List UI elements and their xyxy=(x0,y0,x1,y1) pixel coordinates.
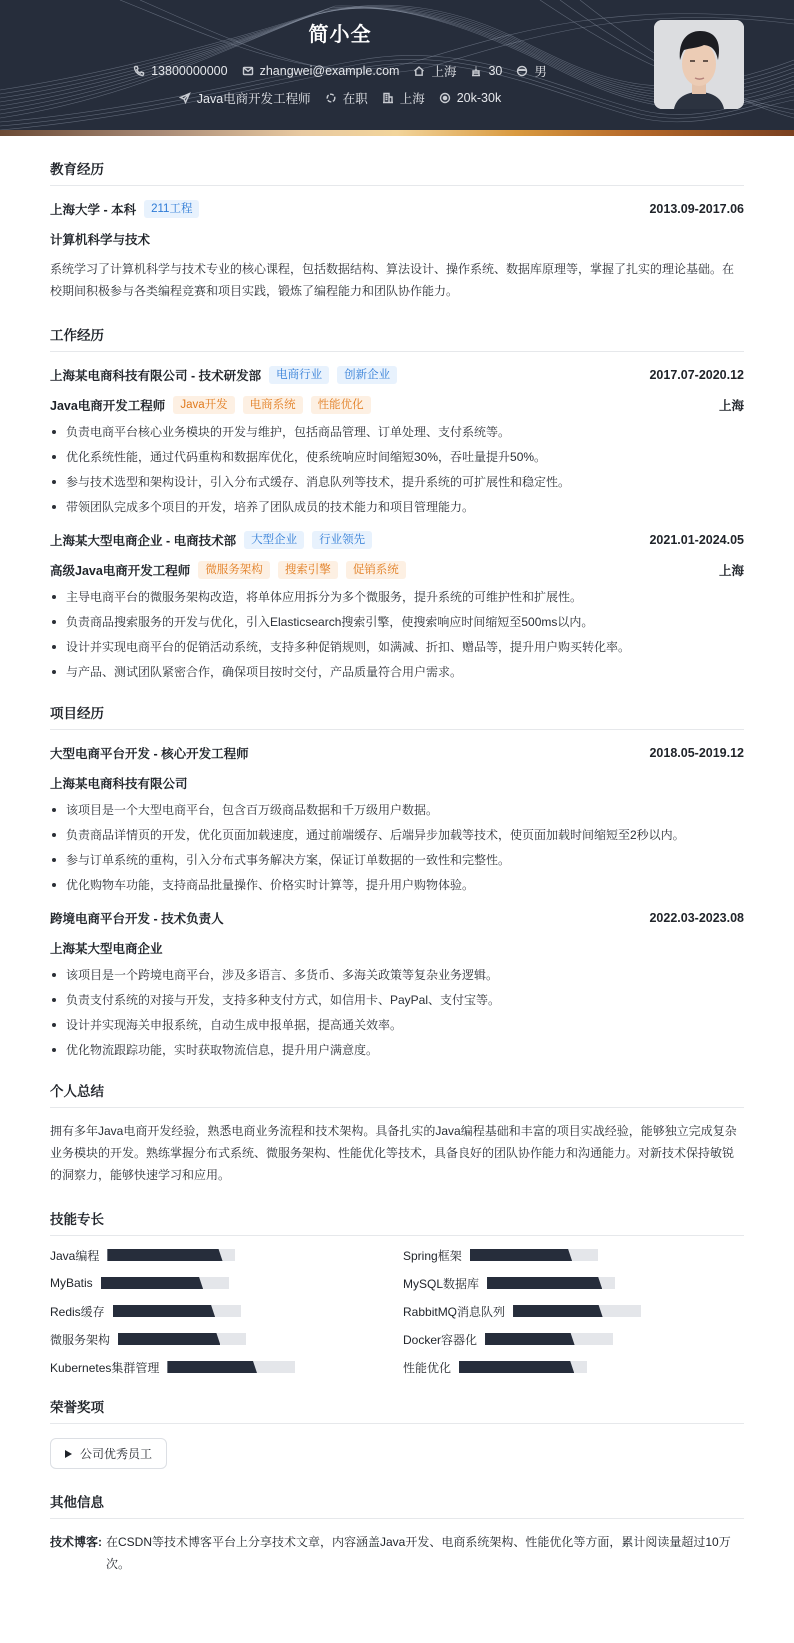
skill-level-fill xyxy=(485,1333,575,1345)
residence-item xyxy=(413,62,456,80)
list-item: 设计并实现电商平台的促销活动系统，支持多种促销规则，如满减、折扣、赠品等，提升用户购买转化率。 xyxy=(50,639,744,655)
residence-city: 上海 xyxy=(431,65,457,79)
awards-section xyxy=(50,1396,744,1469)
skill-level-bar xyxy=(513,1305,641,1317)
skills-section xyxy=(50,1208,744,1374)
expected-salary-item xyxy=(439,91,501,105)
skill-level-fill xyxy=(118,1333,220,1345)
home-icon xyxy=(413,65,425,77)
gender-value: 男 xyxy=(534,65,547,79)
skill-item xyxy=(403,1276,756,1290)
expand-triangle-icon xyxy=(65,1450,72,1458)
skill-item xyxy=(403,1248,756,1262)
company-tag: 创新企业 xyxy=(337,366,397,384)
work-location: 上海 xyxy=(718,399,744,413)
skill-tag: 性能优化 xyxy=(311,396,371,414)
skill-level-bar xyxy=(487,1277,615,1289)
skill-tag: 搜索引擎 xyxy=(278,561,338,579)
skill-level-bar xyxy=(470,1249,598,1261)
summary-text: 拥有多年Java电商开发经验，熟悉电商业务流程和技术架构。具备扎实的Java编程基础和丰富的项目实战经验，能够独立完成复杂业务模块的开发。熟练掌握分布式系统、微服务架构、性能优化等技术，具备良好的团队协作能力和沟通能力。对新技术保持敏锐的洞察力，能够快速学习和应用。 xyxy=(50,1124,737,1182)
summary-section xyxy=(50,1080,744,1186)
send-icon xyxy=(179,92,191,104)
work-bullets xyxy=(50,589,744,680)
work-date: 2017.07-2020.12 xyxy=(649,368,744,382)
skills-grid xyxy=(50,1248,744,1374)
work-location: 上海 xyxy=(718,564,744,578)
work-bullets xyxy=(50,424,744,515)
avatar-portrait-illustration xyxy=(654,20,744,109)
status-icon xyxy=(325,92,337,104)
project-bullets xyxy=(50,967,744,1058)
project-company: 上海某大型电商企业 xyxy=(50,942,163,956)
position-title: Java电商开发工程师 xyxy=(50,399,166,413)
skill-item xyxy=(50,1304,403,1318)
education-description: 系统学习了计算机科学与技术专业的核心课程，包括数据结构、算法设计、操作系统、数据库原理等，掌握了扎实的理论基础。在校期间积极参与各类编程竞赛和项目实践，锻炼了编程能力和团队协作能力。 xyxy=(50,262,735,298)
section-title: 其他信息 xyxy=(50,1491,744,1519)
skill-level-fill xyxy=(107,1249,222,1261)
project-name: 大型电商平台开发 - 核心开发工程师 xyxy=(50,747,249,761)
email-item xyxy=(242,64,400,78)
skill-item xyxy=(403,1304,756,1318)
education-date: 2013.09-2017.06 xyxy=(649,202,744,216)
phone-icon xyxy=(133,65,145,77)
skill-tag: 微服务架构 xyxy=(198,561,270,579)
skill-item xyxy=(50,1276,403,1290)
other-info-text: 在CSDN等技术博客平台上分享技术文章，内容涵盖Java开发、电商系统架构、性能优化等方面，累计阅读量超过10万次。 xyxy=(106,1535,731,1571)
company-name: 上海某大型电商企业 - 电商技术部 xyxy=(50,534,237,548)
skill-name: 性能优化 xyxy=(403,1360,452,1375)
age-value: 30 xyxy=(488,64,503,78)
skill-level-bar xyxy=(101,1277,229,1289)
phone-number: 13800000000 xyxy=(151,64,228,78)
target-position: Java电商开发工程师 xyxy=(196,92,311,106)
skill-level-bar xyxy=(113,1305,241,1317)
award-name: 公司优秀员工 xyxy=(80,1447,153,1461)
skill-tag: Java开发 xyxy=(173,396,234,414)
section-title: 荣誉奖项 xyxy=(50,1396,744,1424)
skill-name: Redis缓存 xyxy=(50,1304,105,1319)
skill-level-fill xyxy=(470,1249,572,1261)
skill-item xyxy=(403,1332,756,1346)
skill-level-fill xyxy=(101,1277,203,1289)
award-item[interactable] xyxy=(50,1438,167,1469)
header-accent-bar xyxy=(0,130,794,136)
mail-icon xyxy=(242,65,254,77)
skill-level-bar xyxy=(459,1361,587,1373)
skill-name: 微服务架构 xyxy=(50,1332,111,1347)
skill-item xyxy=(50,1360,403,1374)
skill-name: Docker容器化 xyxy=(403,1332,478,1347)
section-title: 项目经历 xyxy=(50,702,744,730)
contact-info-row xyxy=(0,62,680,80)
list-item: 负责电商平台核心业务模块的开发与维护，包括商品管理、订单处理、支付系统等。 xyxy=(50,424,744,440)
major-name: 计算机科学与技术 xyxy=(50,233,151,247)
target-city-item xyxy=(382,89,425,107)
skill-level-fill xyxy=(459,1361,574,1373)
target-city: 上海 xyxy=(399,92,425,106)
education-entry xyxy=(50,198,744,302)
phone-item xyxy=(133,64,227,78)
salary-icon xyxy=(439,92,451,104)
job-intent-row xyxy=(0,89,680,107)
skill-tag: 电商系统 xyxy=(243,396,303,414)
list-item: 负责商品搜索服务的开发与优化，引入Elasticsearch搜索引擎，使搜索响应时间缩短至500ms以内。 xyxy=(50,614,744,630)
other-info-section xyxy=(50,1491,744,1575)
expected-salary: 20k-30k xyxy=(456,91,502,105)
work-entry xyxy=(50,529,744,680)
list-item: 主导电商平台的微服务架构改造，将单体应用拆分为多个微服务，提升系统的可维护性和扩展性。 xyxy=(50,589,744,605)
skill-name: RabbitMQ消息队列 xyxy=(403,1304,506,1319)
building-icon xyxy=(382,92,394,104)
section-title: 技能专长 xyxy=(50,1208,744,1236)
list-item: 优化物流跟踪功能，实时获取物流信息，提升用户满意度。 xyxy=(50,1042,744,1058)
work-date: 2021.01-2024.05 xyxy=(649,533,744,547)
list-item: 该项目是一个跨境电商平台，涉及多语言、多货币、多海关政策等复杂业务逻辑。 xyxy=(50,967,744,983)
resume-header xyxy=(0,0,794,136)
target-position-item xyxy=(179,89,311,107)
company-tag: 电商行业 xyxy=(269,366,329,384)
company-name: 上海某电商科技有限公司 - 技术研发部 xyxy=(50,369,262,383)
email-address: zhangwei@example.com xyxy=(259,64,400,78)
job-status-item xyxy=(325,89,368,107)
skill-name: Java编程 xyxy=(50,1248,100,1263)
skill-name: MySQL数据库 xyxy=(403,1276,480,1291)
list-item: 参与技术选型和架构设计，引入分布式缓存、消息队列等技术，提升系统的可扩展性和稳定性。 xyxy=(50,474,744,490)
list-item: 优化系统性能，通过代码重构和数据库优化，使系统响应时间缩短30%，吞吐量提升50%。 xyxy=(50,449,744,465)
list-item: 优化购物车功能，支持商品批量操作、价格实时计算等，提升用户购物体验。 xyxy=(50,877,744,893)
list-item: 负责支付系统的对接与开发，支持多种支付方式，如信用卡、PayPal、支付宝等。 xyxy=(50,992,744,1008)
section-title: 个人总结 xyxy=(50,1080,744,1108)
skill-item xyxy=(403,1360,756,1374)
skill-level-fill xyxy=(487,1277,602,1289)
skill-item xyxy=(50,1248,403,1262)
list-item: 该项目是一个大型电商平台，包含百万级商品数据和千万级用户数据。 xyxy=(50,802,744,818)
skill-level-fill xyxy=(167,1361,257,1373)
company-tag: 大型企业 xyxy=(244,531,304,549)
skill-name: MyBatis xyxy=(50,1276,93,1290)
position-title: 高级Java电商开发工程师 xyxy=(50,564,191,578)
skill-level-bar xyxy=(167,1361,295,1373)
section-title: 工作经历 xyxy=(50,324,744,352)
list-item: 参与订单系统的重构，引入分布式事务解决方案，保证订单数据的一致性和完整性。 xyxy=(50,852,744,868)
list-item: 与产品、测试团队紧密合作，确保项目按时交付，产品质量符合用户需求。 xyxy=(50,664,744,680)
skill-level-fill xyxy=(513,1305,603,1317)
work-section xyxy=(50,324,744,680)
skill-item xyxy=(50,1332,403,1346)
skill-level-bar xyxy=(118,1333,246,1345)
education-section xyxy=(50,158,744,302)
skill-tag: 促销系统 xyxy=(346,561,406,579)
skill-level-fill xyxy=(113,1305,215,1317)
school-name: 上海大学 - 本科 xyxy=(50,203,137,217)
skill-level-bar xyxy=(485,1333,613,1345)
avatar-photo xyxy=(654,20,744,109)
age-icon xyxy=(470,65,482,77)
skill-name: Spring框架 xyxy=(403,1248,462,1263)
project-date: 2018.05-2019.12 xyxy=(649,746,744,760)
project-bullets xyxy=(50,802,744,893)
list-item: 负责商品详情页的开发，优化页面加载速度，通过前端缓存、后端异步加载等技术，使页面加载时间缩短至2秒以内。 xyxy=(50,827,744,843)
project-entry xyxy=(50,907,744,1058)
other-info-item xyxy=(50,1531,744,1575)
other-info-label: 技术博客: xyxy=(50,1535,102,1549)
school-tag: 211工程 xyxy=(144,200,199,218)
age-item xyxy=(470,64,502,78)
gender-icon xyxy=(516,65,528,77)
project-entry xyxy=(50,742,744,893)
skill-level-bar xyxy=(107,1249,235,1261)
company-tag: 行业领先 xyxy=(312,531,372,549)
projects-section xyxy=(50,702,744,1058)
work-entry xyxy=(50,364,744,515)
project-name: 跨境电商平台开发 - 技术负责人 xyxy=(50,912,224,926)
job-status: 在职 xyxy=(342,92,368,106)
list-item: 设计并实现海关申报系统，自动生成申报单据，提高通关效率。 xyxy=(50,1017,744,1033)
candidate-name: 简小全 xyxy=(308,24,372,46)
project-date: 2022.03-2023.08 xyxy=(649,911,744,925)
list-item: 带领团队完成多个项目的开发，培养了团队成员的技术能力和项目管理能力。 xyxy=(50,499,744,515)
skill-name: Kubernetes集群管理 xyxy=(50,1360,160,1375)
section-title: 教育经历 xyxy=(50,158,744,186)
gender-item xyxy=(516,62,547,80)
project-company: 上海某电商科技有限公司 xyxy=(50,777,188,791)
resume-body xyxy=(0,158,794,1595)
